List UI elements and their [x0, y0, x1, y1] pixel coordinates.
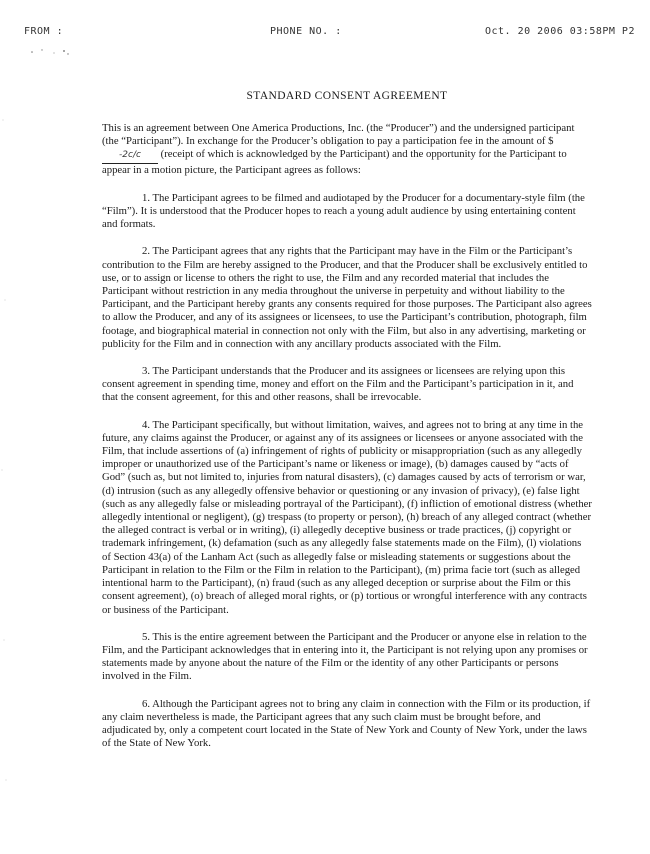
- clause-6: 6. Although the Participant agrees not to bring any claim in connection with the Film or its production, if any claim nevertheless is made, the Participant agrees that any such claim must be brought before, and adjudicated by, only a competent court located in the State of New York and County of New York, under the laws of the State of New York.: [102, 697, 591, 750]
- fax-header: [0, 26, 650, 40]
- clause-4: 4. The Participant specifically, but without limitation, waives, and agrees not to bring at any time in the future, any claims against the Producer, or against any of its assignees or licensees or anyone associated with the Film, that include assertions of (a) infringement of rights of publicity or misappropriation (such as any allegedly improper or unauthorized use of the Participant’s name or likeness or image), (b) damages caused by “acts of God” (such as, but not limited to, injuries from natural disasters), (c) damages caused by acts of terrorism or war, (d) intrusion (such as any allegedly offensive behavior or questioning or any invasion of privacy), (e) false light (such as any allegedly false or misleading portrayal of the Participant), (f) infliction of emotional distress (whether allegedly intentional or negligent), (g) trespass (to property or person), (h) breach of any alleged contract (whether the alleged contract is verbal or in writing), (i) allegedly deceptive business or trade practices, (j) copyright or trademark infringement, (k) defamation (such as any allegedly false statements made on the Film), (l) violations of Section 43(a) of the Lanham Act (such as allegedly false or misleading statements or suggestions about the Participant in relation to the Film or the Film in relation to the Participant), (m) prima facie tort (such as alleged intentional harm to the Participant), (n) fraud (such as any alleged deception or surprise about the Film or this consent agreement), (o) breach of alleged moral rights, or (p) tortious or wrongful interference with any contracts or business of the Participant.: [102, 418, 592, 616]
- intro-text-before-fee: This is an agreement between One America Productions, Inc. (the “Producer”) and the undersigned participant (the “Participant”). In exchange for the Producer’s obligation to pay a participation fee in the amount of $: [102, 122, 575, 148]
- document-title: STANDARD CONSENT AGREEMENT: [246, 90, 448, 102]
- fee-amount-handwritten: -2c/c: [102, 149, 158, 163]
- consent-agreement-document: [102, 90, 592, 764]
- intro-paragraph: [102, 122, 592, 177]
- clause-5: 5. This is the entire agreement between the Participant and the Producer or anyone else in relation to the Film, and the Participant acknowledges that in entering into it, the Participant is not relying upon any promises or statements made by anyone about the nature of the Film or the identity of any other Participants or persons involved in the Film.: [102, 630, 588, 683]
- scan-edge-noise: [0, 0, 10, 854]
- intro-text-after-fee: (receipt of which is acknowledged by the Participant) and the opportunity for the Participant to appear in a motion picture, the Participant agrees as follows:: [102, 148, 567, 176]
- fax-date-stamp: Oct. 20 2006 03:58PM P2: [485, 26, 635, 37]
- fax-phone-label: PHONE NO. :: [270, 26, 342, 37]
- fax-from-label: FROM :: [24, 26, 64, 37]
- clause-1: 1. The Participant agrees to be filmed and audiotaped by the Producer for a documentary-style film (the “Film”). It is understood that the Producer hopes to reach a young adult audience by using entertaining content and formats.: [102, 191, 585, 231]
- scan-specks: [28, 44, 88, 64]
- clause-3: 3. The Participant understands that the Producer and its assignees or licensees are relying upon this consent agreement in spending time, money and effort on the Film and the Participant’s participation in it, and that the consent agreement, for this and other reasons, shall be irrevocable.: [102, 365, 574, 404]
- clause-2: 2. The Participant agrees that any rights that the Participant may have in the Film or the Participant’s contribution to the Film are hereby assigned to the Producer, and that the Producer shall be exclusively entitled to use, or to assign or license to others the right to use, the Film and any recorded material that includes the Participant without restriction in any media throughout the universe in perpetuity and without liability to the Participant, and the Participant hereby grants any consents required for those purposes. The Participant also agrees to allow the Producer, and any of its assignees or licensees, to use the Participant’s contribution, photograph, film footage, and biographical material in connection not only with the Film, but also in any advertising, marketing or publicity for the Film and in connection with any ancillary products associated with the Film.: [102, 245, 592, 350]
